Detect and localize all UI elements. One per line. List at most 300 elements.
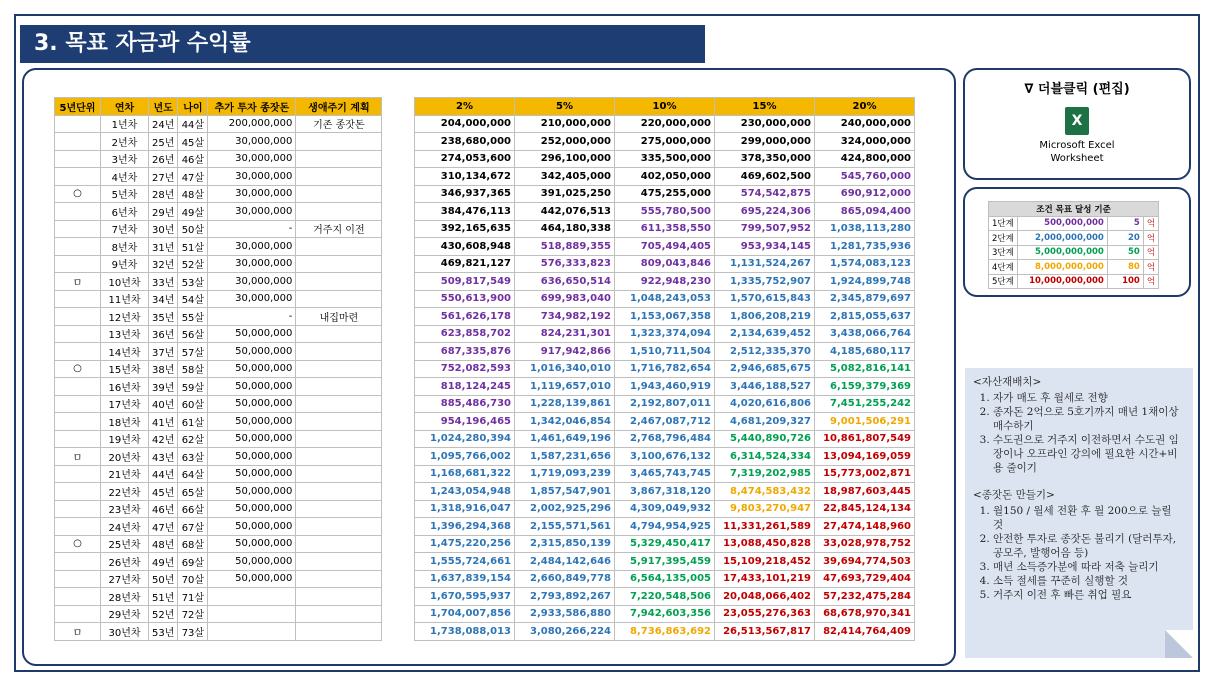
plan-cell: 30,000,000 — [208, 203, 296, 221]
goal-panel — [963, 187, 1191, 297]
plan-cell: 200,000,000 — [208, 115, 296, 133]
goal-unit: 억 — [1143, 274, 1158, 289]
return-cell: 204,000,000 — [415, 115, 515, 133]
plan-header-2: 년도 — [149, 98, 178, 116]
return-cell: 82,414,764,409 — [815, 623, 915, 641]
plan-cell: 17년차 — [101, 395, 149, 413]
return-cell: 2,345,879,697 — [815, 290, 915, 308]
plan-cell: - — [208, 308, 296, 326]
table-row — [415, 325, 915, 343]
return-cell: 4,185,680,117 — [815, 343, 915, 361]
return-cell: 17,433,101,219 — [715, 570, 815, 588]
plan-cell: 36년 — [149, 325, 178, 343]
plan-cell: 29년차 — [101, 605, 149, 623]
plan-cell: 30,000,000 — [208, 290, 296, 308]
plan-cell — [55, 168, 101, 186]
return-cell: 13,088,450,828 — [715, 535, 815, 553]
list-item: 3. 수도권으로 거주지 이전하면서 수도권 임장이나 오프라인 강의에 필요한 시간+비용 줄이기 — [993, 433, 1185, 475]
plan-cell — [55, 553, 101, 571]
plan-cell: 거주지 이전 — [296, 220, 382, 238]
plan-cell: 4년차 — [101, 168, 149, 186]
return-cell: 27,474,148,960 — [815, 518, 915, 536]
plan-cell — [55, 220, 101, 238]
return-cell: 885,486,730 — [415, 395, 515, 413]
return-cell: 1,716,782,654 — [615, 360, 715, 378]
table-row — [415, 168, 915, 186]
return-cell: 1,318,916,047 — [415, 500, 515, 518]
goal-unit: 억 — [1143, 260, 1158, 275]
return-cell: 818,124,245 — [415, 378, 515, 396]
plan-cell: 26년차 — [101, 553, 149, 571]
plan-cell: 30,000,000 — [208, 273, 296, 291]
table-row — [415, 483, 915, 501]
return-cell: 2,134,639,452 — [715, 325, 815, 343]
return-cell: 402,050,000 — [615, 168, 715, 186]
plan-cell — [55, 588, 101, 606]
table-row — [415, 185, 915, 203]
return-cell: 1,555,724,661 — [415, 553, 515, 571]
return-cell: 1,587,231,656 — [515, 448, 615, 466]
page-fold — [1165, 630, 1193, 658]
return-cell: 4,681,209,327 — [715, 413, 815, 431]
table-row — [55, 150, 382, 168]
return-cell: 1,048,243,053 — [615, 290, 715, 308]
return-cell: 324,000,000 — [815, 133, 915, 151]
table-row — [55, 605, 382, 623]
return-cell: 13,094,169,059 — [815, 448, 915, 466]
plan-cell: 30년차 — [101, 623, 149, 641]
goal-amount: 2,000,000,000 — [1017, 231, 1107, 246]
table-row — [415, 430, 915, 448]
table-row — [55, 378, 382, 396]
return-cell: 26,513,567,817 — [715, 623, 815, 641]
plan-cell: 13년차 — [101, 325, 149, 343]
plan-cell: - — [208, 220, 296, 238]
return-cell: 518,889,355 — [515, 238, 615, 256]
return-cell: 576,333,823 — [515, 255, 615, 273]
plan-cell: 53년 — [149, 623, 178, 641]
plan-cell: 50,000,000 — [208, 553, 296, 571]
plan-cell: 53살 — [178, 273, 208, 291]
plan-cell: 50,000,000 — [208, 570, 296, 588]
return-cell: 469,821,127 — [415, 255, 515, 273]
return-cell: 2,933,586,880 — [515, 605, 615, 623]
goal-stage: 3단계 — [989, 245, 1018, 260]
table-row — [415, 500, 915, 518]
return-cell: 1,119,657,010 — [515, 378, 615, 396]
plan-cell: 2년차 — [101, 133, 149, 151]
plan-cell: 73살 — [178, 623, 208, 641]
plan-cell — [296, 290, 382, 308]
return-cell: 6,314,524,334 — [715, 448, 815, 466]
plan-cell — [296, 395, 382, 413]
goal-table — [988, 201, 1159, 289]
plan-cell — [55, 343, 101, 361]
return-cell: 636,650,514 — [515, 273, 615, 291]
plan-cell: 35년 — [149, 308, 178, 326]
table-row — [55, 220, 382, 238]
plan-cell: 68살 — [178, 535, 208, 553]
goal-stage: 1단계 — [989, 216, 1018, 231]
plan-cell — [296, 483, 382, 501]
table-row — [415, 273, 915, 291]
table-row — [55, 360, 382, 378]
plan-cell: 34년 — [149, 290, 178, 308]
plan-cell: 50년 — [149, 570, 178, 588]
return-cell: 574,542,875 — [715, 185, 815, 203]
return-cell: 220,000,000 — [615, 115, 715, 133]
return-cell: 424,800,000 — [815, 150, 915, 168]
return-cell: 296,100,000 — [515, 150, 615, 168]
return-cell: 5,917,395,459 — [615, 553, 715, 571]
plan-cell — [55, 605, 101, 623]
return-cell: 2,155,571,561 — [515, 518, 615, 536]
plan-cell: 26년 — [149, 150, 178, 168]
return-cell: 47,693,729,404 — [815, 570, 915, 588]
list-item: 4. 소득 절세를 꾸준히 실행할 것 — [993, 574, 1185, 588]
return-cell: 1,670,595,937 — [415, 588, 515, 606]
plan-cell: 69살 — [178, 553, 208, 571]
plan-cell: 41년 — [149, 413, 178, 431]
plan-cell — [55, 115, 101, 133]
return-cell: 346,937,365 — [415, 185, 515, 203]
return-cell: 509,817,549 — [415, 273, 515, 291]
table-row — [55, 448, 382, 466]
plan-cell: 51년 — [149, 588, 178, 606]
return-cell: 1,323,374,094 — [615, 325, 715, 343]
return-cell: 1,335,752,907 — [715, 273, 815, 291]
plan-cell: ○ — [55, 535, 101, 553]
table-row — [55, 395, 382, 413]
goal-stage: 4단계 — [989, 260, 1018, 275]
plan-cell: 29년 — [149, 203, 178, 221]
return-cell: 2,467,087,712 — [615, 413, 715, 431]
return-cell: 2,484,142,646 — [515, 553, 615, 571]
table-row — [415, 255, 915, 273]
return-cell: 550,613,900 — [415, 290, 515, 308]
return-cell: 68,678,970,341 — [815, 605, 915, 623]
plan-cell — [296, 500, 382, 518]
plan-cell: 14년차 — [101, 343, 149, 361]
plan-cell: 30,000,000 — [208, 255, 296, 273]
return-cell: 7,319,202,985 — [715, 465, 815, 483]
plan-cell: 50,000,000 — [208, 448, 296, 466]
table-row — [55, 203, 382, 221]
plan-cell: 22년차 — [101, 483, 149, 501]
plan-cell: 30,000,000 — [208, 238, 296, 256]
return-cell: 252,000,000 — [515, 133, 615, 151]
return-cell: 7,451,255,242 — [815, 395, 915, 413]
notes-panel — [965, 368, 1193, 658]
return-cell: 1,461,649,196 — [515, 430, 615, 448]
return-cell: 917,942,866 — [515, 343, 615, 361]
table-row — [415, 133, 915, 151]
plan-cell — [296, 588, 382, 606]
return-cell: 20,048,066,402 — [715, 588, 815, 606]
plan-cell: 49년 — [149, 553, 178, 571]
excel-object-panel[interactable] — [963, 68, 1191, 180]
return-cell: 695,224,306 — [715, 203, 815, 221]
goal-unit: 억 — [1143, 245, 1158, 260]
return-cell: 392,165,635 — [415, 220, 515, 238]
plan-cell: 71살 — [178, 588, 208, 606]
return-cell: 1,475,220,256 — [415, 535, 515, 553]
return-cell: 734,982,192 — [515, 308, 615, 326]
return-cell: 2,660,849,778 — [515, 570, 615, 588]
return-cell: 1,024,280,394 — [415, 430, 515, 448]
return-cell: 9,803,270,947 — [715, 500, 815, 518]
rate-header-4: 20% — [815, 98, 915, 116]
return-cell: 3,100,676,132 — [615, 448, 715, 466]
goal-amount: 8,000,000,000 — [1017, 260, 1107, 275]
plan-cell: 67살 — [178, 518, 208, 536]
return-cell: 752,082,593 — [415, 360, 515, 378]
table-row — [55, 483, 382, 501]
return-cell: 1,570,615,843 — [715, 290, 815, 308]
goal-amount: 500,000,000 — [1017, 216, 1107, 231]
plan-cell: 40년 — [149, 395, 178, 413]
return-cell: 4,020,616,806 — [715, 395, 815, 413]
return-cell: 8,474,583,432 — [715, 483, 815, 501]
table-row — [55, 343, 382, 361]
return-cell: 1,719,093,239 — [515, 465, 615, 483]
plan-cell: 46년 — [149, 500, 178, 518]
return-cell: 2,512,335,370 — [715, 343, 815, 361]
plan-cell: 61살 — [178, 413, 208, 431]
plan-cell — [296, 623, 382, 641]
plan-cell: 65살 — [178, 483, 208, 501]
plan-cell: 24년차 — [101, 518, 149, 536]
return-cell: 342,405,000 — [515, 168, 615, 186]
plan-cell: 10년차 — [101, 273, 149, 291]
plan-cell: 30,000,000 — [208, 133, 296, 151]
plan-cell: 50,000,000 — [208, 535, 296, 553]
return-cell: 1,857,547,901 — [515, 483, 615, 501]
table-row — [55, 115, 382, 133]
table-row — [55, 500, 382, 518]
plan-cell — [296, 343, 382, 361]
plan-cell: 42년 — [149, 430, 178, 448]
plan-cell: 1년차 — [101, 115, 149, 133]
goal-eok: 20 — [1107, 231, 1143, 246]
return-cell: 15,109,218,452 — [715, 553, 815, 571]
return-cell: 33,028,978,752 — [815, 535, 915, 553]
plan-cell: 43년 — [149, 448, 178, 466]
return-cell: 705,494,405 — [615, 238, 715, 256]
goal-row — [989, 231, 1159, 246]
plan-cell: 내집마련 — [296, 308, 382, 326]
table-row — [55, 588, 382, 606]
goal-eok: 100 — [1107, 274, 1143, 289]
return-cell: 7,942,603,356 — [615, 605, 715, 623]
list-item: 1. 월150 / 월세 전환 후 월 200으로 늘릴 것 — [993, 504, 1185, 532]
plan-cell: 50,000,000 — [208, 395, 296, 413]
plan-cell: 56살 — [178, 325, 208, 343]
plan-cell — [296, 273, 382, 291]
return-cell: 464,180,338 — [515, 220, 615, 238]
plan-cell — [55, 150, 101, 168]
return-cell: 5,082,816,141 — [815, 360, 915, 378]
plan-cell: 28년 — [149, 185, 178, 203]
plan-cell: 6년차 — [101, 203, 149, 221]
plan-cell: 57살 — [178, 343, 208, 361]
list-item: 2. 안전한 투자로 종잣돈 불리기 (달러투자, 공모주, 발행어음 등) — [993, 532, 1185, 560]
plan-cell — [296, 168, 382, 186]
plan-cell: 50,000,000 — [208, 360, 296, 378]
excel-icon[interactable]: X — [1065, 107, 1089, 135]
plan-cell: 50,000,000 — [208, 378, 296, 396]
plan-cell: 49살 — [178, 203, 208, 221]
plan-cell — [296, 465, 382, 483]
plan-cell: 54살 — [178, 290, 208, 308]
return-cell: 475,255,000 — [615, 185, 715, 203]
return-cell: 1,637,839,154 — [415, 570, 515, 588]
plan-cell: 15년차 — [101, 360, 149, 378]
plan-cell: 12년차 — [101, 308, 149, 326]
return-cell: 809,043,846 — [615, 255, 715, 273]
return-cell: 18,987,603,445 — [815, 483, 915, 501]
plan-cell — [55, 203, 101, 221]
return-cell: 8,736,863,692 — [615, 623, 715, 641]
table-row — [415, 465, 915, 483]
return-cell: 4,309,049,932 — [615, 500, 715, 518]
table-row — [415, 290, 915, 308]
plan-cell — [296, 238, 382, 256]
return-cell: 1,168,681,322 — [415, 465, 515, 483]
table-row — [415, 343, 915, 361]
table-row — [55, 308, 382, 326]
return-cell: 5,329,450,417 — [615, 535, 715, 553]
table-row — [415, 308, 915, 326]
plan-cell — [55, 570, 101, 588]
plan-cell — [208, 588, 296, 606]
return-cell: 11,331,261,589 — [715, 518, 815, 536]
goal-row — [989, 216, 1159, 231]
return-cell: 865,094,400 — [815, 203, 915, 221]
return-cell: 238,680,000 — [415, 133, 515, 151]
plan-cell — [296, 553, 382, 571]
return-cell: 210,000,000 — [515, 115, 615, 133]
return-cell: 1,016,340,010 — [515, 360, 615, 378]
plan-cell: 38년 — [149, 360, 178, 378]
return-cell: 15,773,002,871 — [815, 465, 915, 483]
plan-cell: 60살 — [178, 395, 208, 413]
plan-cell — [55, 290, 101, 308]
plan-cell: 3년차 — [101, 150, 149, 168]
goal-amount: 10,000,000,000 — [1017, 274, 1107, 289]
plan-cell — [55, 308, 101, 326]
plan-cell: 44년 — [149, 465, 178, 483]
plan-cell: 11년차 — [101, 290, 149, 308]
return-cell: 687,335,876 — [415, 343, 515, 361]
goal-row — [989, 274, 1159, 289]
plan-header-1: 연차 — [101, 98, 149, 116]
plan-cell: 19년차 — [101, 430, 149, 448]
return-cell: 3,080,266,224 — [515, 623, 615, 641]
return-cell: 391,025,250 — [515, 185, 615, 203]
plan-cell: 8년차 — [101, 238, 149, 256]
plan-cell — [296, 605, 382, 623]
plan-cell: 47년 — [149, 518, 178, 536]
return-cell: 1,095,766,002 — [415, 448, 515, 466]
plan-cell: 9년차 — [101, 255, 149, 273]
return-cell: 274,053,600 — [415, 150, 515, 168]
goal-unit: 억 — [1143, 231, 1158, 246]
return-cell: 2,768,796,484 — [615, 430, 715, 448]
table-row — [55, 133, 382, 151]
return-cell: 1,704,007,856 — [415, 605, 515, 623]
return-cell: 3,465,743,745 — [615, 465, 715, 483]
table-row — [415, 535, 915, 553]
return-cell: 1,038,113,280 — [815, 220, 915, 238]
plan-cell — [296, 570, 382, 588]
plan-cell — [55, 465, 101, 483]
plan-cell: 50,000,000 — [208, 343, 296, 361]
plan-cell: 25년차 — [101, 535, 149, 553]
table-row — [415, 605, 915, 623]
plan-cell: 30,000,000 — [208, 150, 296, 168]
plan-cell: 50살 — [178, 220, 208, 238]
plan-cell: 50,000,000 — [208, 483, 296, 501]
list-item: 2. 종자돈 2억으로 5호기까지 매년 1채이상 매수하기 — [993, 405, 1185, 433]
return-table — [414, 97, 915, 641]
page-title: 3. 목표 자금과 수익률 — [20, 25, 705, 63]
plan-cell: 72살 — [178, 605, 208, 623]
plan-cell: 기존 종잣돈 — [296, 115, 382, 133]
return-cell: 1,131,524,267 — [715, 255, 815, 273]
plan-table — [54, 97, 382, 641]
list-item: 3. 매년 소득증가분에 따라 저축 늘리기 — [993, 560, 1185, 574]
plan-cell: 51살 — [178, 238, 208, 256]
plan-cell: 45년 — [149, 483, 178, 501]
rate-header-2: 10% — [615, 98, 715, 116]
return-cell: 1,924,899,748 — [815, 273, 915, 291]
plan-cell: 64살 — [178, 465, 208, 483]
plan-cell: 50,000,000 — [208, 465, 296, 483]
plan-cell: 45살 — [178, 133, 208, 151]
return-cell: 240,000,000 — [815, 115, 915, 133]
return-cell: 3,438,066,764 — [815, 325, 915, 343]
return-cell: 469,602,500 — [715, 168, 815, 186]
goal-stage: 5단계 — [989, 274, 1018, 289]
table-row — [415, 378, 915, 396]
plan-cell: 44살 — [178, 115, 208, 133]
plan-cell: 46살 — [178, 150, 208, 168]
excel-label-line2: Worksheet — [1050, 153, 1104, 164]
return-cell: 1,228,139,861 — [515, 395, 615, 413]
return-cell: 1,806,208,219 — [715, 308, 815, 326]
return-cell: 442,076,513 — [515, 203, 615, 221]
table-row — [55, 553, 382, 571]
return-cell: 2,192,807,011 — [615, 395, 715, 413]
plan-cell: 55살 — [178, 308, 208, 326]
table-row — [415, 360, 915, 378]
plan-cell: 21년차 — [101, 465, 149, 483]
plan-cell: 32년 — [149, 255, 178, 273]
table-row — [55, 185, 382, 203]
table-row — [415, 203, 915, 221]
rate-header-0: 2% — [415, 98, 515, 116]
plan-cell: 62살 — [178, 430, 208, 448]
return-cell: 561,626,178 — [415, 308, 515, 326]
return-cell: 1,396,294,368 — [415, 518, 515, 536]
table-row — [55, 168, 382, 186]
table-row — [415, 623, 915, 641]
table-row — [415, 220, 915, 238]
plan-cell — [55, 500, 101, 518]
plan-cell: ㅁ — [55, 448, 101, 466]
plan-cell — [55, 395, 101, 413]
